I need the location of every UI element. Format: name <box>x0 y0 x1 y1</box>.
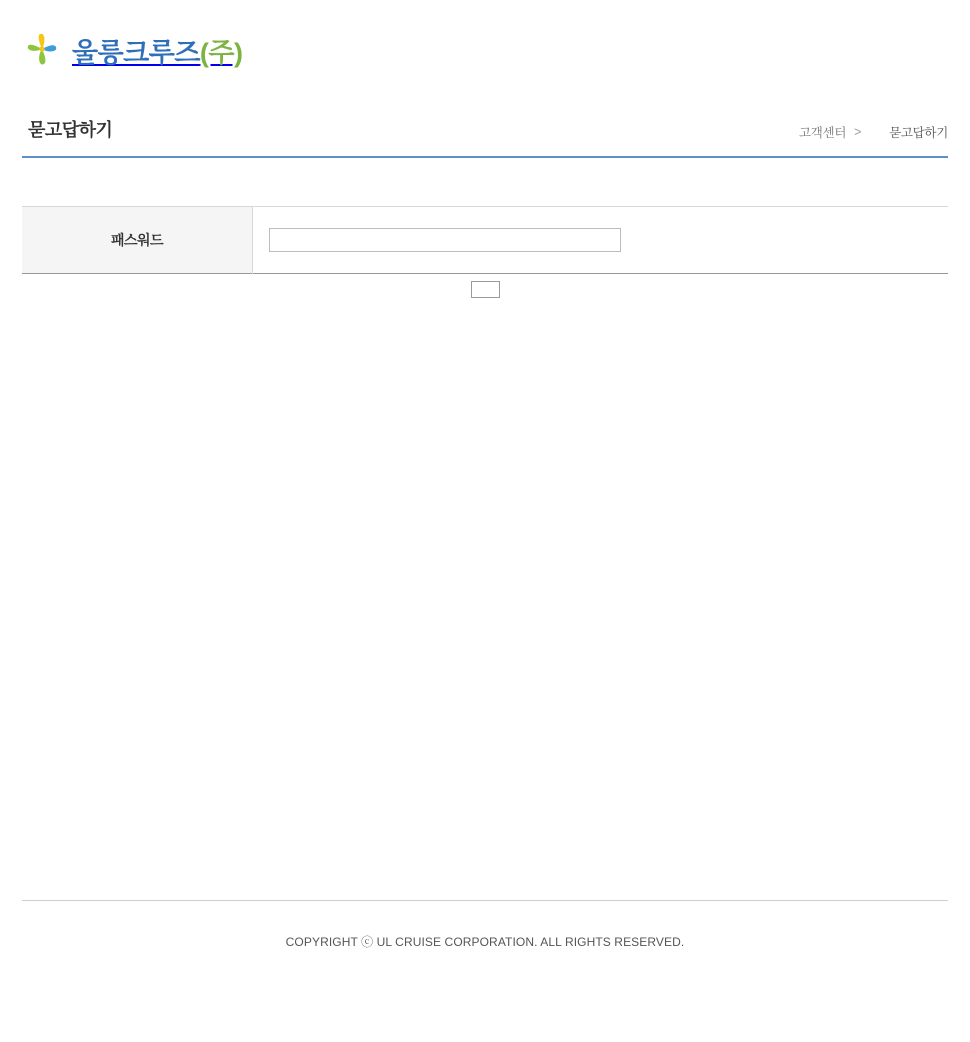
logo-text-primary: 울릉크루즈 <box>72 37 200 68</box>
breadcrumb-separator-icon: > <box>854 125 862 139</box>
page-title-bar <box>22 103 948 158</box>
submit-button[interactable] <box>471 281 500 298</box>
logo-text <box>72 31 243 70</box>
breadcrumb-item-current: 묻고답하기 <box>889 126 948 140</box>
logo-text-secondary: (주) <box>199 37 243 68</box>
site-logo-link[interactable] <box>22 30 243 70</box>
pinwheel-flower-logo-icon <box>22 30 62 70</box>
password-input-cell <box>253 207 949 274</box>
form-button-row <box>22 274 948 302</box>
password-label-cell <box>22 207 253 274</box>
password-form-section <box>22 158 948 302</box>
content-top-spacer <box>22 158 948 206</box>
page-title: 묻고답하기 <box>28 120 113 140</box>
table-row <box>22 207 948 274</box>
breadcrumb <box>799 123 948 141</box>
password-table <box>22 206 948 274</box>
password-label: 패스워드 <box>110 232 164 248</box>
password-input[interactable] <box>269 228 621 252</box>
site-footer <box>0 900 970 950</box>
site-header <box>0 0 970 103</box>
breadcrumb-item-parent[interactable]: 고객센터 <box>799 126 847 140</box>
copyright-text: COPYRIGHT ⓒ UL CRUISE CORPORATION. ALL RIGHTS RESERVED. <box>285 935 685 949</box>
